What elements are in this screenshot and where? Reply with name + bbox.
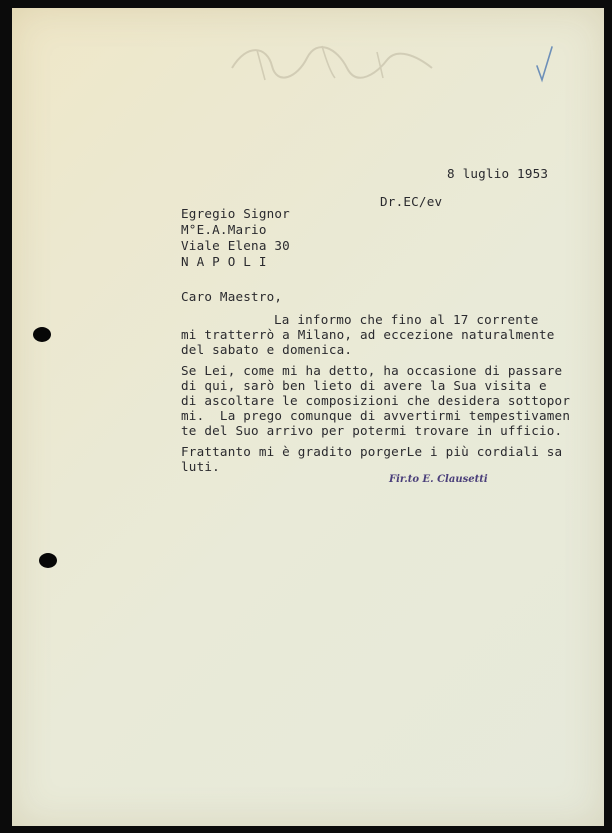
salutation: Caro Maestro, [181, 289, 283, 304]
reference-code: Dr.EC/ev [380, 194, 443, 209]
paragraph-1-line-2: mi tratterrò a Milano, ad eccezione naturalmente [181, 327, 555, 342]
recipient-line-3: Viale Elena 30 [181, 238, 290, 253]
paragraph-1-line-1: La informo che fino al 17 corrente [274, 312, 539, 327]
letter-date: 8 luglio 1953 [447, 166, 549, 181]
letter-page [12, 8, 604, 826]
paragraph-2-line-1: Se Lei, come mi ha detto, ha occasione di passare [181, 363, 563, 378]
punch-hole-bottom [39, 553, 57, 568]
recipient-line-1: Egregio Signor [181, 206, 290, 221]
closing-line-1: Frattanto mi è gradito porgerLe i più cordiali sa [181, 444, 563, 459]
paragraph-2-line-5: te del Suo arrivo per potermi trovare in ufficio. [181, 423, 563, 438]
paragraph-1-line-3: del sabato e domenica. [181, 342, 353, 357]
paragraph-2-line-3: di ascoltare le composizioni che desidera sottopor [181, 393, 571, 408]
faded-stamp-watermark [227, 38, 437, 86]
signature-stamp: Fir.to E. Clausetti [389, 474, 488, 485]
check-mark-icon [534, 44, 556, 84]
punch-hole-top [33, 327, 51, 342]
recipient-line-4: N A P O L I [181, 254, 267, 269]
closing-line-2: luti. [181, 459, 220, 474]
paragraph-2-line-4: mi. La prego comunque di avvertirmi tempestivamen [181, 408, 571, 423]
paragraph-2-line-2: di qui, sarò ben lieto di avere la Sua visita e [181, 378, 547, 393]
recipient-line-2: M°E.A.Mario [181, 222, 267, 237]
